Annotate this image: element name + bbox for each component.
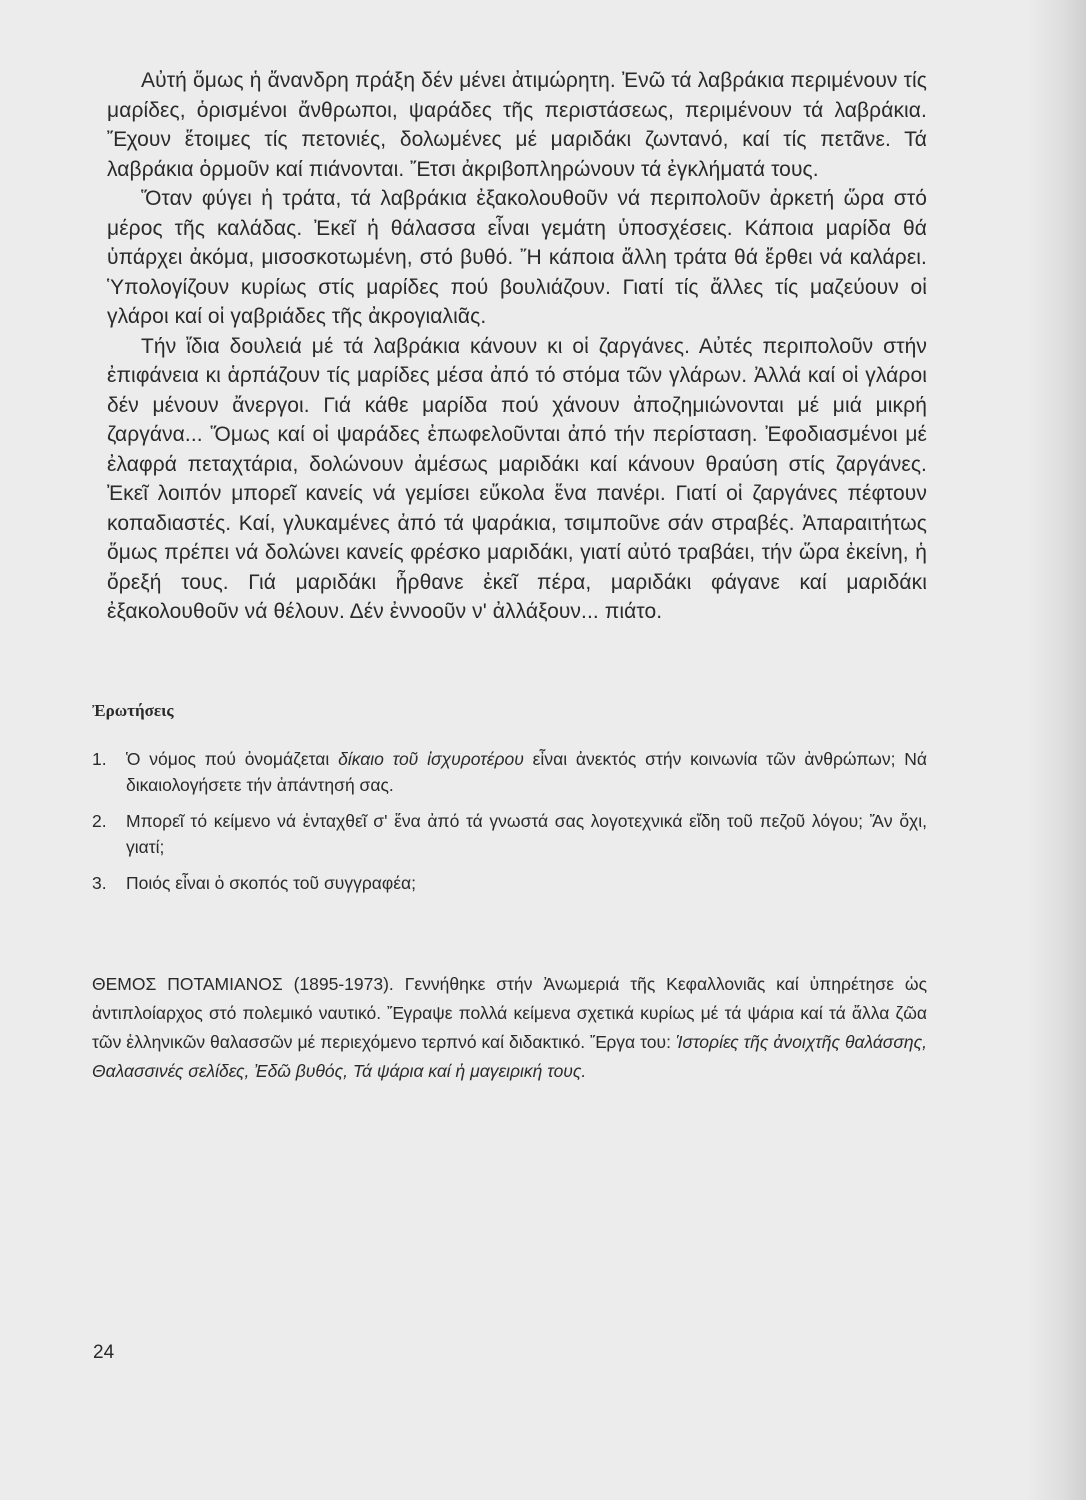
question-item [92, 746, 927, 798]
question-text: εἶναι ἀνεκτός στήν κοινωνία τῶν ἀνθρώπων; Νά δικαιολογήσετε τήν ἀπάντησή σας. [126, 748, 927, 795]
paragraph: Αὐτή ὅμως ἡ ἄνανδρη πράξη δέν μένει ἀτιμώρητη. Ἐνῶ τά λαβράκια περιμένουν τίς μαρίδες, ὁρισμένοι ἄνθρωποι, ψαράδες τῆς περιστάσεως, περιμένουν τά λαβράκια. Ἔχουν ἕτοιμες τίς πετονιές, δολωμένες μέ μαριδάκι ζωντανό, καί τίς πετᾶνε. Τά λαβράκια ὁρμοῦν καί πιάνονται. Ἔτσι ἀκριβοπληρώνουν τά ἐγκλήματά τους. [107, 69, 927, 181]
author-works: Ἱστορίες τῆς ἀνοιχτῆς θαλάσσης, Θαλασσινές σελίδες, Ἐδῶ βυθός, Τά ψάρια καί ἡ μαγειρική τους. [92, 1031, 927, 1081]
question-text: Μπορεῖ τό κείμενο νά ἐνταχθεῖ σ' ἕνα ἀπό τά γνωστά σας λογοτεχνικά εἴδη τοῦ πεζοῦ λόγου; Ἄν ὄχι, γιατί; [126, 810, 927, 857]
author-bio [92, 970, 927, 1086]
question-item [92, 870, 927, 896]
story-text [107, 66, 927, 627]
question-number: 2. [92, 810, 107, 831]
questions-heading: Ἐρωτήσεις [92, 700, 174, 720]
question-text: Ὁ νόμος πού ὀνομάζεται [126, 748, 339, 769]
question-text-italic: δίκαιο τοῦ ἰσχυροτέρου [338, 748, 524, 769]
page-edge-shadow [1026, 0, 1086, 1500]
question-number: 1. [92, 748, 107, 769]
questions-list [92, 746, 927, 896]
question-number: 3. [92, 872, 107, 893]
page-content [92, 66, 927, 1086]
page-number: 24 [93, 1342, 115, 1363]
question-item [92, 808, 927, 860]
paragraph: Ὅταν φύγει ἡ τράτα, τά λαβράκια ἐξακολουθοῦν νά περιπολοῦν ἀρκετή ὥρα στό μέρος τῆς καλάδας. Ἐκεῖ ἡ θάλασσα εἶναι γεμάτη ὑποσχέσεις. Κάποια μαρίδα θά ὑπάρχει ἀκόμα, μισοσκοτωμένη, στό βυθό. Ἤ κάποια ἄλλη τράτα θά ἔρθει νά καλάρει. Ὑπολογίζουν κυρίως στίς μαρίδες πού βουλιάζουν. Γιατί τίς ἄλλες τίς μαζεύουν οἱ γλάροι καί οἱ γαβριάδες τῆς ἀκρογιαλιᾶς. [107, 187, 927, 328]
question-text: Ποιός εἶναι ὁ σκοπός τοῦ συγγραφέα; [126, 872, 417, 893]
author-bio-text: ΘΕΜΟΣ ΠΟΤΑΜΙΑΝΟΣ (1895-1973). Γεννήθηκε στήν Ἀνωμεριά τῆς Κεφαλλονιᾶς καί ὑπηρέτησε ὡς ἀντιπλοίαρχος στό πολεμικό ναυτικό. Ἔγραψε πολλά κείμενα σχετικά κυρίως μέ τά ψάρια καί τά ἄλλα ζῶα τῶν ἑλληνικῶν θαλασσῶν μέ περιεχόμενο τερπνό καί διδακτικό. Ἔργα του: [92, 973, 927, 1052]
paragraph: Τήν ἴδια δουλειά μέ τά λαβράκια κάνουν κι οἱ ζαργάνες. Αὐτές περιπολοῦν στήν ἐπιφάνεια κι ἁρπάζουν τίς μαρίδες μέσα ἀπό τό στόμα τῶν γλάρων. Ἀλλά καί οἱ γλάροι δέν μένουν ἄνεργοι. Γιά κάθε μαρίδα πού χάνουν ἀποζημιώνονται μέ μιά μικρή ζαργάνα... Ὅμως καί οἱ ψαράδες ἐπωφελοῦνται ἀπό τήν περίσταση. Ἐφοδιασμένοι μέ ἐλαφρά πεταχτάρια, δολώνουν ἀμέσως μαριδάκι καί κάνουν θραύση στίς ζαργάνες. Ἐκεῖ λοιπόν μπορεῖ κανείς νά γεμίσει εὔκολα ἕνα πανέρι. Γιατί οἱ ζαργάνες πέφτουν κοπαδιαστές. Καί, γλυκαμένες ἀπό τά ψαράκια, τσιμποῦνε σάν στραβές. Ἀπαραιτήτως ὅμως πρέπει νά δολώνει κανείς φρέσκο μαριδάκι, γιατί αὐτό τραβάει, τήν ὥρα ἐκείνη, ἡ ὄρεξή τους. Γιά μαριδάκι ἦρθανε ἐκεῖ πέρα, μαριδάκι φάγανε καί μαριδάκι ἐξακολουθοῦν νά θέλουν. Δέν ἐννοοῦν ν' ἀλλάξουν... πιάτο. [107, 334, 927, 623]
